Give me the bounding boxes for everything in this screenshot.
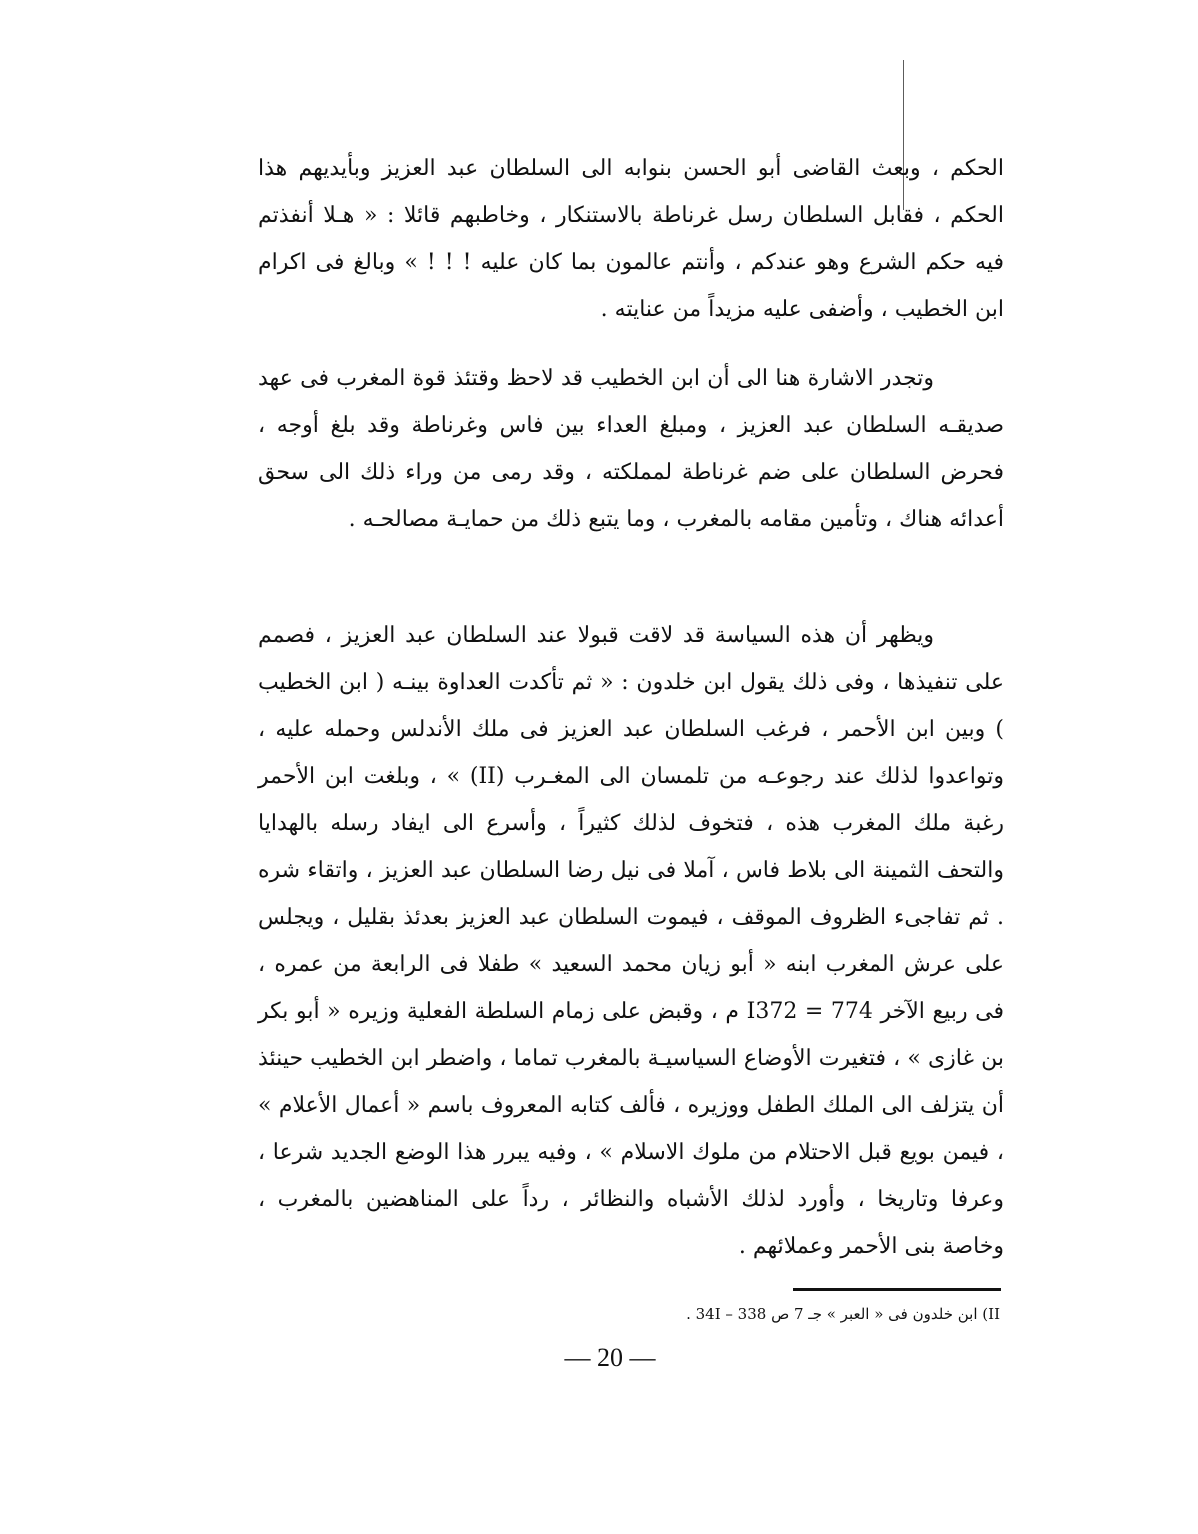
- footnote: II) ابن خلدون فى « العبر » جـ 7 ص 338 – 34I .: [686, 1305, 1000, 1323]
- footnote-separator: [793, 1288, 1001, 1291]
- paragraph-2: وتجدر الاشارة هنا الى أن ابن الخطيب قد لاحظ وقتئذ قوة المغرب فى عهد صديقـه السلطان عبد العزيز ، ومبلغ العداء بين فاس وغرناطة وقد بلغ أوجه ، فحرض السلطان على ضم غرناطة لمملكته ، وقد رمى من وراء ذلك الى سحق أعدائه هناك ، وتأمين مقامه بالمغرب ، وما يتبع ذلك من حمايـة مصالحـه .: [258, 366, 1004, 532]
- paragraph-1: الحكم ، وبعث القاضى أبو الحسن بنوابه الى السلطان عبد العزيز وبأيديهم هذا الحكم ، فقابل السلطان رسل غرناطة بالاستنكار ، وخاطبهم قائلا : « هـلا أنفذتم فيه حكم الشرع وهو عندكم ، وأنتم عالمون بما كان عليه ! ! ! » وبالغ فى اكرام ابن الخطيب ، وأضفى عليه مزيداً من عنايته .: [258, 156, 1004, 322]
- page-number: — 20 —: [564, 1343, 656, 1372]
- paragraph-3: ويظهر أن هذه السياسة قد لاقت قبولا عند السلطان عبد العزيز ، فصمم على تنفيذها ، وفى ذلك يقول ابن خلدون : « ثم تأكدت العداوة بينـه ( ابن الخطيب ) وبين ابن الأحمر ، فرغب السلطان عبد العزيز فى ملك الأندلس وحمله عليه ، وتواعدوا لذلك عند رجوعـه من تلمسان الى المغـرب (II) » ، وبلغت ابن الأحمر رغبة ملك المغرب هذه ، فتخوف لذلك كثيراً ، وأسرع الى ايفاد رسله بالهدايا والتحف الثمينة الى بلاط فاس ، آملا فى نيل رضا السلطان عبد العزيز ، واتقاء شره . ثم تفاجىء الظروف الموقف ، فيموت السلطان عبد العزيز بعدئذ بقليل ، ويجلس على عرش المغرب ابنه « أبو زيان محمد السعيد » طفلا فى الرابعة من عمره ، فى ربيع الآخر 774 = I372 م ، وقبض على زمام السلطة الفعلية وزيره « أبو بكر بن غازى » ، فتغيرت الأوضاع السياسيـة بالمغرب تماما ، واضطر ابن الخطيب حينئذ أن يتزلف الى الملك الطفل ووزيره ، فألف كتابه المعروف باسم « أعمال الأعلام » ، فيمن بويع قبل الاحتلام من ملوك الاسلام » ، وفيه يبرر هذا الوضع الجديد شرعا ، وعرفا وتاريخا ، وأورد لذلك الأشباه والنظائر ، رداً على المناهضين بالمغرب ، وخاصة بنى الأحمر وعملائهم .: [258, 623, 1004, 1259]
